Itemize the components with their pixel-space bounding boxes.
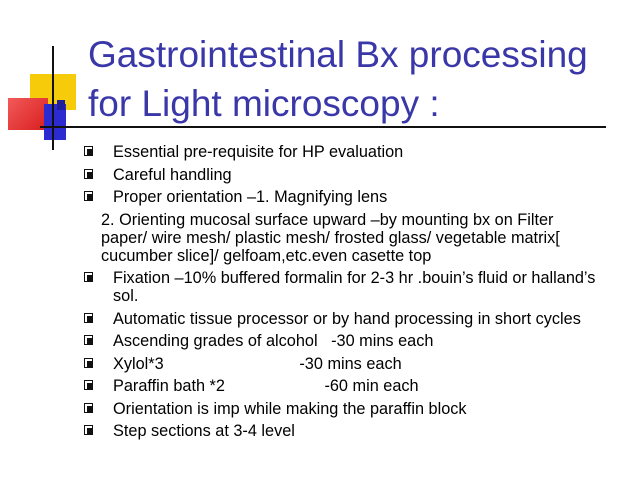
bullet-item [84,269,604,305]
square-bullet-icon [84,335,93,345]
bullet-text: Careful handling [113,165,232,184]
bullet-text: Proper orientation –1. Magnifying lens [113,188,388,206]
square-bullet-icon [84,313,93,323]
bullet-text: 2. Orienting mucosal surface upward –by mounting bx on Filter paper/ wire mesh/ plastic mesh/ frosted glass/ vegetable matrix[ cucumber slice]/ gelfoam,etc.even casette top [101,210,565,265]
bullet-list [84,143,604,445]
square-bullet-icon [84,272,93,282]
square-bullet-icon [84,191,93,201]
bullet-continuation [84,211,604,265]
decor-vertical-line [52,46,54,150]
bullet-item [84,422,604,440]
bullet-text: Ascending grades of alcohol -30 mins each [113,332,434,350]
square-bullet-icon [84,358,93,368]
bullet-item [84,143,604,161]
slide-title: Gastrointestinal Bx processing for Light microscopy : [88,34,588,124]
bullet-text: Step sections at 3-4 level [113,422,295,440]
decor-dark-blue-square [57,100,65,110]
square-bullet-icon [84,380,93,390]
square-bullet-icon [84,425,93,435]
bullet-item [84,310,604,328]
bullet-item [84,377,604,395]
square-bullet-icon [84,146,93,156]
bullet-text: Orientation is imp while making the paraffin block [113,399,467,418]
bullet-item [84,355,604,373]
bullet-text: Essential pre-requisite for HP evaluation [113,143,404,161]
bullet-text: Paraffin bath *2 -60 min each [113,377,419,395]
bullet-text: Fixation –10% buffered formalin for 2-3 hr .bouin’s fluid or halland’s sol. [113,269,600,305]
square-bullet-icon [84,403,93,413]
bullet-text: Automatic tissue processor or by hand processing in short cycles [113,309,581,328]
bullet-item [84,400,604,418]
bullet-item [84,166,604,184]
bullet-item [84,332,604,350]
bullet-item [84,188,604,206]
square-bullet-icon [84,169,93,179]
bullet-text: Xylol*3 -30 mins each [113,354,402,373]
